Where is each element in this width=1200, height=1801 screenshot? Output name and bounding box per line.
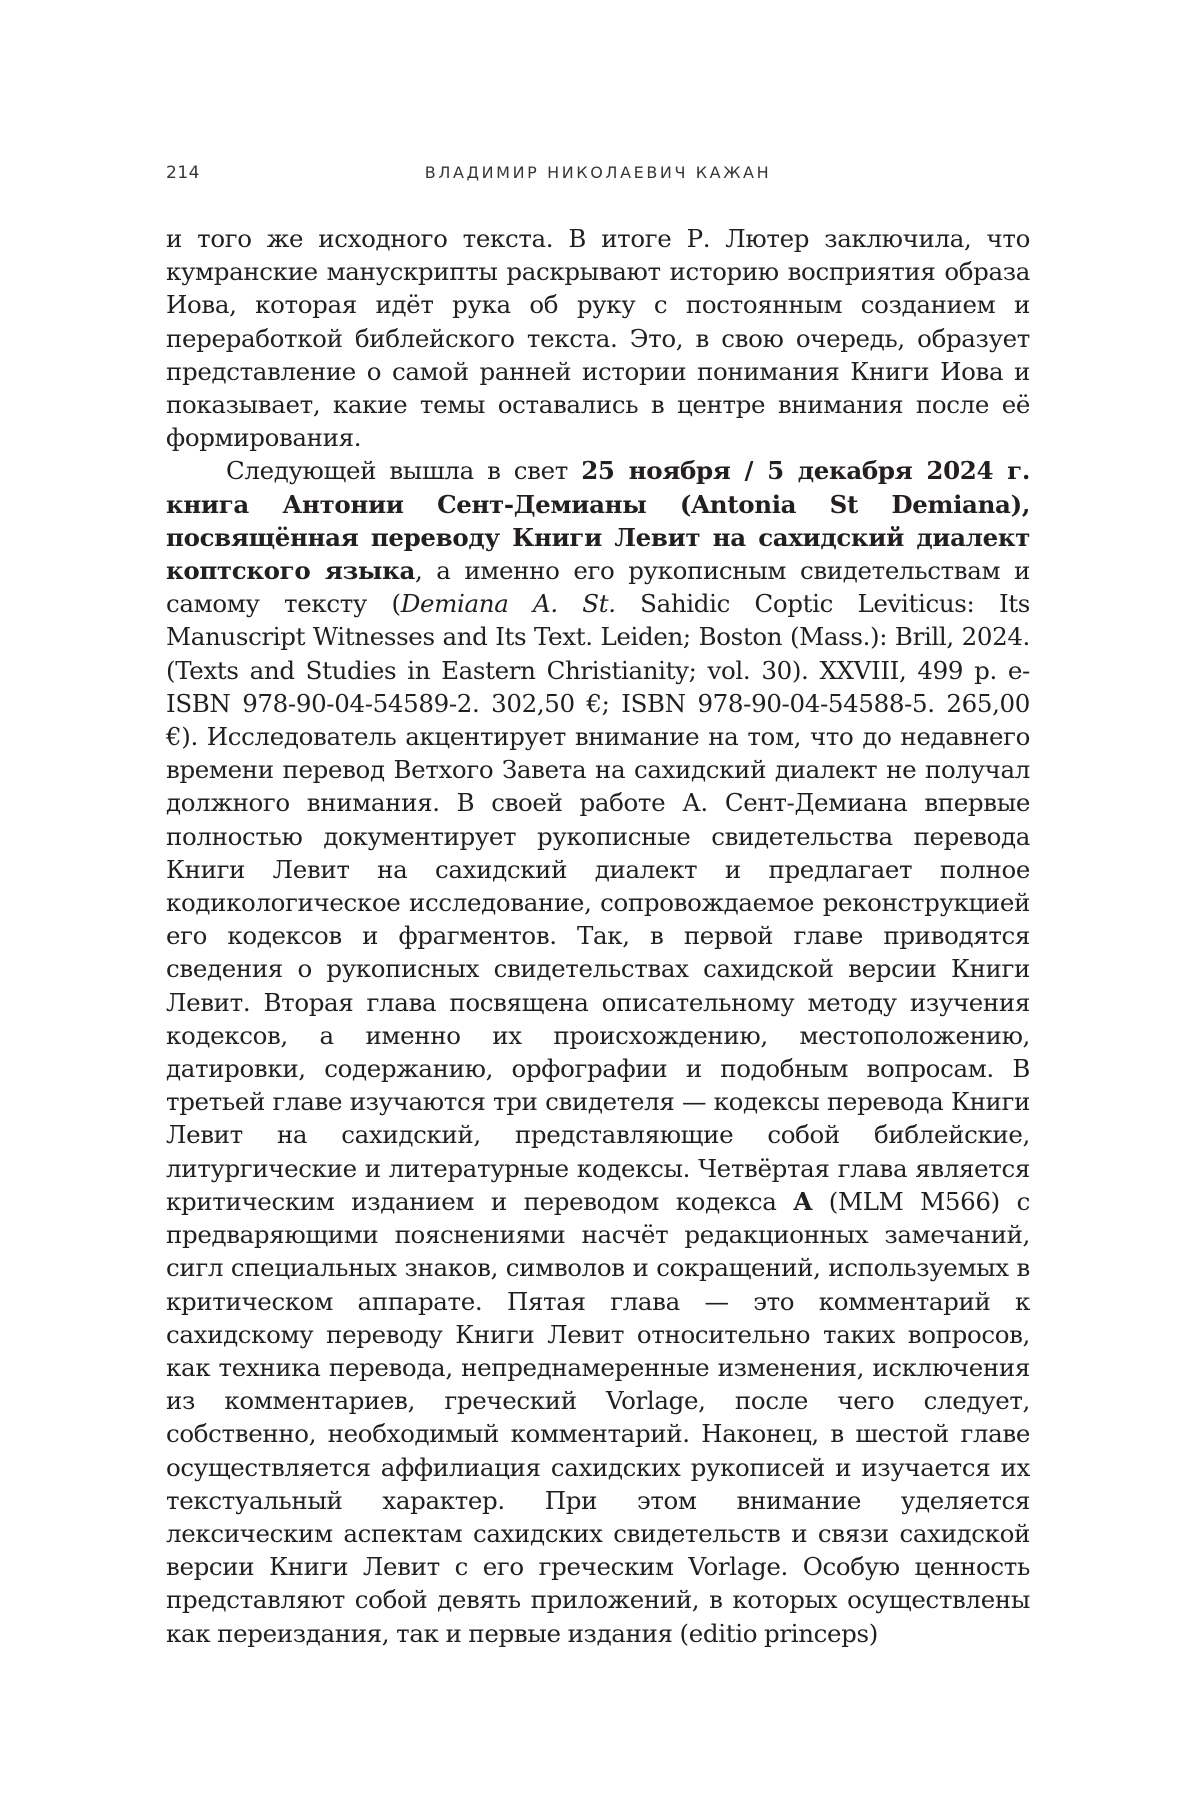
- author-italic: Demiana A. St.: [400, 589, 616, 619]
- book-title-bold: 25 ноября / 5 декабря 2024 г. книга Антонии Сент-Демианы (Antonia St Demiana), посвящённая переводу Книги Левит на сахидский диалект коптского языка: [166, 456, 1030, 586]
- paragraph-review: [166, 454, 1030, 1649]
- running-head: ВЛАДИМИР НИКОЛАЕВИЧ КАЖАН: [424, 163, 772, 182]
- paragraph-1-text: и того же исходного текста. В итоге Р. Лютер заключила, что кумранские манускрипты раскрывают историю восприятия образа Иова, которая идёт рука об руку с постоянным созданием и переработкой библейского текста. Это, в свою очередь, образует представление о самой ранней истории понимания Книги Иова и показывает, какие темы оставались в центре внимания после её формирования.: [166, 224, 1030, 453]
- page-number: 214: [166, 163, 200, 183]
- paragraph-2-intro: Следующей вышла в свет: [226, 456, 582, 486]
- paragraph-2-end: (MLM M566) с предваряющими пояснениями насчёт редакционных замечаний, сигл специальных знаков, символов и сокращений, используемых в критическом аппарате. Пятая глава — это комментарий к сахидскому переводу Книги Левит относительно таких вопросов, как техника перевода, непреднамеренные изменения, исключения из комментариев, греческий Vorlage, после чего следует, собственно, необходимый комментарий. Наконец, в шестой главе осуществляется аффилиация сахидских рукописей и изучается их текстуальный характер. При этом внимание уделяется лексическим аспектам сахидских свидетельств и связи сахидской версии Книги Левит с его греческим Vorlage. Особую ценность представляют собой девять приложений, в которых осуществлены как переиздания, так и первые издания (editio princeps): [166, 1186, 1030, 1648]
- paragraph-continuation: [166, 222, 1030, 454]
- paragraph-2-citation: Sahidic Coptic Leviticus: Its Manuscript Witnesses and Its Text. Leiden; Boston (Mass.): Brill, 2024. (Texts and Studies in Eastern Christianity; vol. 30). XXVIII, 499 p. e-ISBN 978-90-04-54589-2. 302,50 €; ISBN 978-90-04-54588-5. 265,00 €). Исследователь акцентирует внимание на том, что до недавнего времени перевод Ветхого Завета на сахидский диалект не получал должного внимания. В своей работе А. Сент-Демиана впервые полностью документирует рукописные свидетельства перевода Книги Левит на сахидский диалект и предлагает полное кодикологическое исследование, сопровождаемое реконструкцией его кодексов и фрагментов. Так, в первой главе приводятся сведения о рукописных свидетельствах сахидской версии Книги Левит. Вторая глава посвящена описательному методу изучения кодексов, а именно их происхождению, местоположению, датировки, содержанию, орфографии и подобным вопросам. В третьей главе изучаются три свидетеля — кодексы перевода Книги Левит на сахидский, представляющие собой библейские, литургические и литературные кодексы. Четвёртая глава является критическим изданием и переводом кодекса: [166, 589, 1030, 1216]
- body-text: [166, 222, 1030, 1650]
- paragraph-2-after-bold: , а именно его рукописным свидетельствам и самому тексту (: [166, 556, 1030, 619]
- codex-siglum-bold: A: [793, 1186, 812, 1216]
